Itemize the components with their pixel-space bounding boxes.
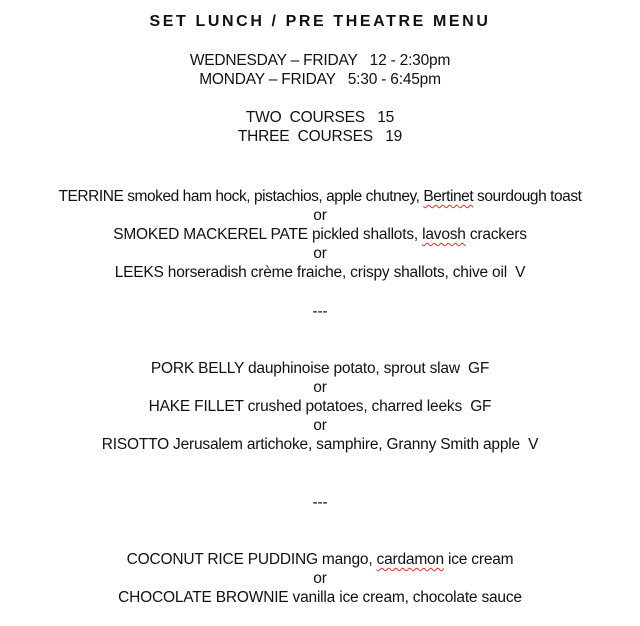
- menu-title: SET LUNCH / PRE THEATRE MENU: [149, 13, 491, 30]
- main-pork-belly: PORK BELLY dauphinoise potato, sprout slaw GF: [150, 360, 490, 377]
- spellcheck-word-bertinet: Bertinet: [423, 188, 474, 205]
- starter-mackerel: [0, 225, 640, 244]
- starter-terrine: [0, 187, 640, 206]
- or-separator: or: [313, 570, 327, 587]
- starter-mackerel-text: SMOKED MACKEREL PATE pickled shallots,: [113, 226, 423, 243]
- spellcheck-word-lavosh: lavosh: [422, 226, 466, 243]
- or-separator: or: [313, 379, 327, 396]
- course-separator: ---: [312, 494, 328, 511]
- starter-terrine-text-end: sourdough toast: [473, 188, 582, 205]
- hours-monday-friday: MONDAY – FRIDAY 5:30 - 6:45pm: [199, 71, 441, 88]
- or-separator: or: [313, 417, 327, 434]
- main-hake-fillet: HAKE FILLET crushed potatoes, charred leeks GF: [148, 398, 492, 415]
- dessert-rice-pudding: [0, 550, 640, 569]
- dessert-rice-pudding-text-end: ice cream: [443, 551, 514, 568]
- dessert-rice-pudding-text: COCONUT RICE PUDDING mango,: [126, 551, 377, 568]
- price-two-courses: TWO COURSES 15: [245, 109, 395, 126]
- dessert-chocolate-brownie: CHOCOLATE BROWNIE vanilla ice cream, chocolate sauce: [118, 589, 522, 606]
- starter-terrine-text: TERRINE smoked ham hock, pistachios, apple chutney,: [58, 188, 424, 205]
- starter-mackerel-text-end: crackers: [465, 226, 527, 243]
- starter-leeks: LEEKS horseradish crème fraiche, crispy shallots, chive oil V: [114, 264, 526, 281]
- course-separator: ---: [312, 303, 328, 320]
- or-separator: or: [313, 245, 327, 262]
- hours-wednesday-friday: WEDNESDAY – FRIDAY 12 - 2:30pm: [189, 52, 451, 69]
- main-risotto: RISOTTO Jerusalem artichoke, samphire, Granny Smith apple V: [101, 436, 539, 453]
- spellcheck-word-cardamon: cardamon: [376, 551, 444, 568]
- or-separator: or: [313, 207, 327, 224]
- price-three-courses: THREE COURSES 19: [237, 128, 403, 145]
